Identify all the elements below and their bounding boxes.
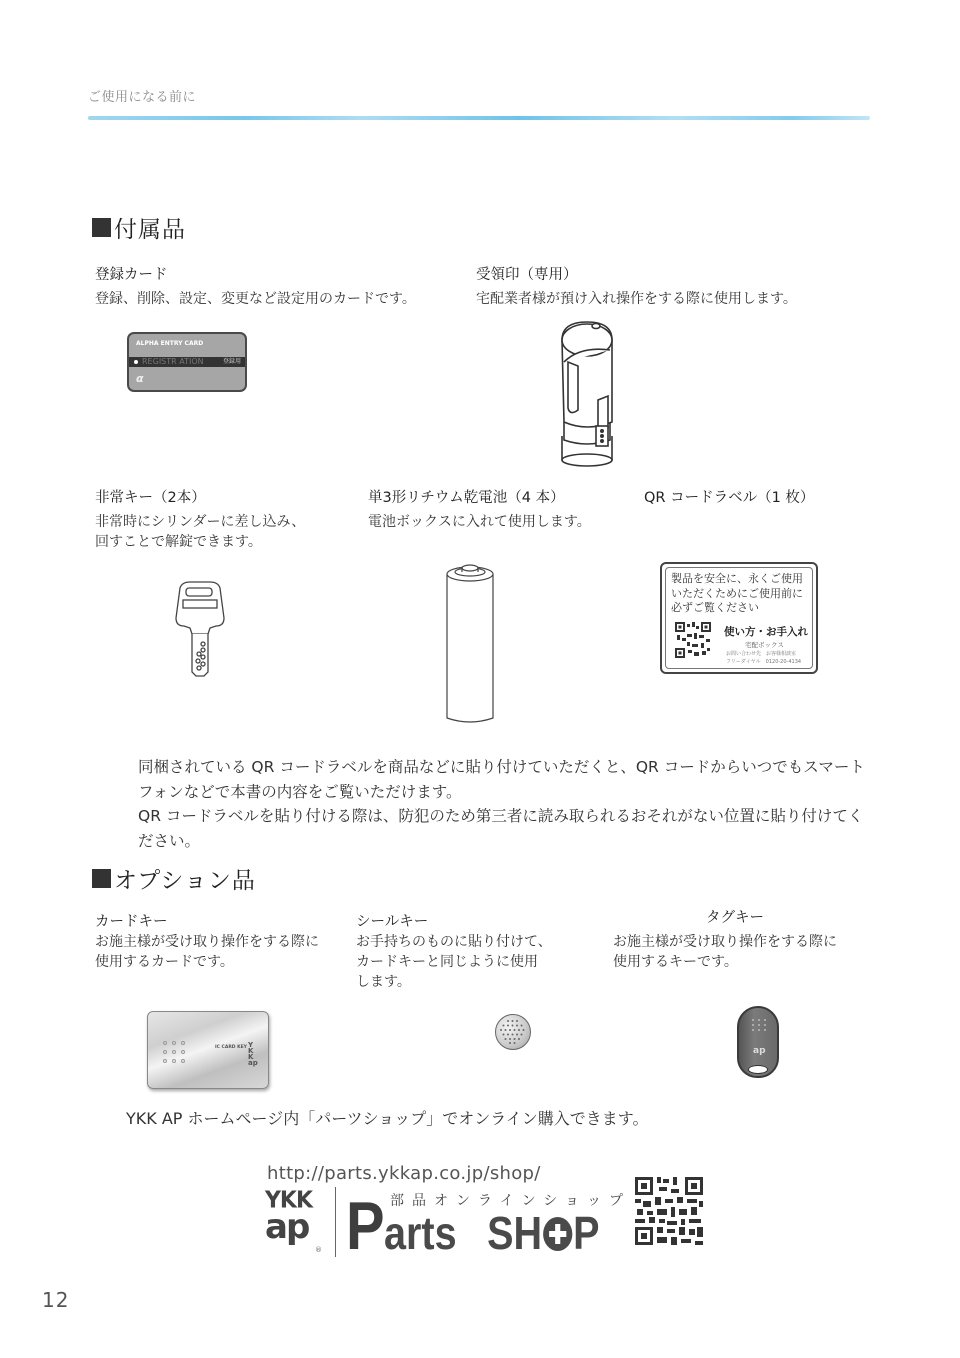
emergency-key-icon xyxy=(172,580,228,680)
item-title: シールキー xyxy=(356,914,429,930)
ap-logo-icon: ap xyxy=(753,1046,766,1056)
square-bullet-icon xyxy=(92,869,111,888)
item-description: 非常時にシリンダーに差し込み、 xyxy=(95,514,306,530)
note-paragraph: 同梱されている QR コードラベルを商品などに貼り付けていただくと、QR コードからいつでもスマートフォンなどで本書の内容をご覧いただけます。 xyxy=(138,758,865,801)
purchase-note: YKK AP ホームページ内「パーツショップ」でオンライン購入できます。 xyxy=(126,1109,649,1128)
item-description: お手持ちのものに貼り付けて、 xyxy=(356,934,552,950)
item-title: 受領印（専用） xyxy=(476,267,578,283)
battery-icon xyxy=(444,560,496,726)
item-description: カードキーと同じように使用 xyxy=(356,954,538,970)
dot-grid-icon xyxy=(752,1019,767,1031)
accessory-receipt-stamp xyxy=(476,263,797,309)
accessories-heading-text: 付属品 xyxy=(114,217,186,243)
qr-label-note xyxy=(138,755,873,853)
dot-grid-icon xyxy=(163,1041,185,1063)
logo-divider xyxy=(335,1187,336,1257)
parts-shop-url[interactable]: http://parts.ykkap.co.jp/shop/ xyxy=(267,1163,541,1184)
accessory-qr-label xyxy=(644,486,814,507)
registered-mark: ® xyxy=(315,1246,322,1254)
tag-key-image xyxy=(737,1006,779,1078)
card-title: ALPHA ENTRY CARD xyxy=(136,340,204,347)
item-description: 使用するカードです。 xyxy=(95,954,234,970)
qr-label-text xyxy=(671,572,803,616)
qr-label-image xyxy=(660,562,818,674)
item-description: 登録、削除、設定、変更など設定用のカードです。 xyxy=(95,291,416,307)
accessory-batteries xyxy=(368,486,591,532)
item-description: お施主様が受け取り操作をする際に xyxy=(613,934,837,950)
card-band xyxy=(129,357,245,367)
option-card-key xyxy=(95,910,319,972)
seal-key-image xyxy=(495,1014,531,1050)
qr-code-icon xyxy=(675,622,711,658)
item-title: QR コードラベル（1 枚） xyxy=(644,490,815,506)
item-title: カードキー xyxy=(95,914,168,930)
qr-label-title: 使い方・お手入れ xyxy=(724,626,808,638)
parts-shop-arts: arts xyxy=(384,1207,457,1259)
parts-shop-p: P xyxy=(573,1207,600,1259)
square-bullet-icon xyxy=(92,218,111,237)
note-paragraph: QR コードラベルを貼り付ける際は、防犯のため第三者に読み取られるおそれがない位置に貼り付けてください。 xyxy=(138,807,864,850)
key-ring-hole xyxy=(748,1065,768,1074)
qr-label-contact: お問い合わせ先 お客様相談室 xyxy=(726,651,797,657)
options-heading-text: オプション品 xyxy=(114,868,256,894)
accessory-emergency-key xyxy=(95,486,305,552)
ykk-ap-logo-icon: YKK ap xyxy=(248,1041,258,1067)
option-seal-key xyxy=(356,910,552,992)
parts-shop-logo-p: P xyxy=(346,1188,385,1264)
item-title: 非常キー（2本） xyxy=(95,490,206,506)
dot-icon xyxy=(134,360,138,364)
item-title: タグキー xyxy=(706,910,764,926)
item-description: 回すことで解錠できます。 xyxy=(95,534,262,550)
qr-label-phone: フリーダイヤル 0120-20-4134 xyxy=(726,659,802,665)
accessories-heading xyxy=(92,211,186,244)
card-band-label: 登録用 xyxy=(222,358,241,365)
dot-pattern-icon xyxy=(496,1015,529,1048)
parts-shop-qr-code-icon[interactable] xyxy=(635,1177,703,1245)
options-heading xyxy=(92,862,256,895)
item-title: 単3形リチウム乾電池（4 本） xyxy=(368,490,565,506)
ykk-logo-text: YKK xyxy=(265,1187,313,1214)
header-divider xyxy=(88,116,870,120)
parts-shop-logo-text xyxy=(384,1207,600,1259)
accessory-registration-card xyxy=(95,263,416,309)
card-key-label: IC CARD KEY xyxy=(215,1045,247,1050)
page-number: 12 xyxy=(42,1288,70,1312)
item-description: 使用するキーです。 xyxy=(613,954,738,970)
item-description: 宅配業者様が預け入れ操作をする際に使用します。 xyxy=(476,291,797,307)
ap-logo-text: ap xyxy=(265,1207,309,1247)
parts-shop-sh: SH xyxy=(487,1207,543,1259)
card-key-image xyxy=(147,1011,269,1089)
ykk-ap-logo xyxy=(265,1187,331,1256)
qr-label-subtitle: 宅配ボックス xyxy=(745,641,784,649)
item-title: 登録カード xyxy=(95,267,168,283)
qr-label-line: 必ずご覧ください xyxy=(671,601,759,614)
qr-label-line: いただくためにご使用前に xyxy=(671,586,803,600)
alpha-logo-icon: α xyxy=(136,372,144,385)
card-band-text: REGISTR ATION xyxy=(142,357,204,366)
plus-circle-icon xyxy=(543,1217,572,1251)
item-description: 電池ボックスに入れて使用します。 xyxy=(368,514,591,530)
option-tag-key xyxy=(613,906,837,972)
item-description: します。 xyxy=(356,974,411,990)
item-description: お施主様が受け取り操作をする際に xyxy=(95,934,319,950)
section-header: ご使用になる前に xyxy=(88,90,197,105)
parts-shop-subtitle: 部品オンラインショップ xyxy=(390,1193,631,1209)
qr-label-line: 製品を安全に、永くご使用 xyxy=(671,572,803,585)
receipt-stamp-icon xyxy=(556,318,618,468)
registration-card-image xyxy=(127,332,247,392)
